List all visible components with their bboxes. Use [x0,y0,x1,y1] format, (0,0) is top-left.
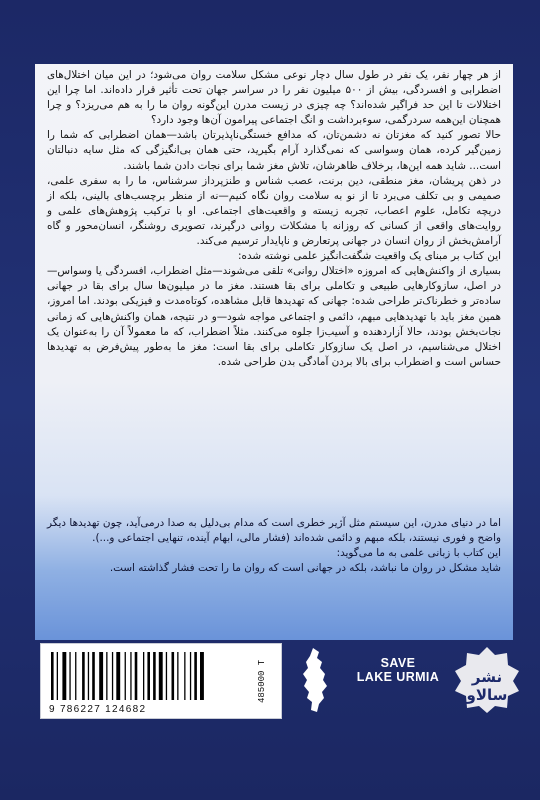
barcode-bar [200,652,204,700]
barcode-bar [159,652,163,700]
barcode-bar [51,652,54,700]
isbn-barcode [40,643,282,719]
blurb-paragraph-3: در ذهن پریشان، مغز منطقی، دین برنت، عصب شناس و طنزپرداز سرشناس، ما را به سفری علمی، صمیمی و بی تکلف می‌برد تا از نو به سلامت روان نگاه کنیم—نه از منظر برچسب‌های بالینی، بلکه از دریچه تکامل، علوم اعصاب، تجربه زیسته و واقعیت‌های اجتماعی. او با ترکیب پژوهش‌های علمی و روایت‌های واقعی از کسانی که روزانه با مشکلات روانی درگیرند، تصویری روشنگر، انسان‌محور و گاه آرامش‌بخش از روان انسان در جهانی پرتعارض و ناپایدار ترسیم می‌کند. [47,174,501,248]
barcode-bar [57,652,58,700]
blurb-text [47,68,501,370]
blurb-paragraph-5: بسیاری از واکنش‌هایی که امروزه «اختلال روانی» تلقی می‌شوند—مثل اضطراب، افسردگی یا وسواس—در اصل، سازوکارهایی طبیعی و تکاملی برای بقا هستند. مغز ما در میلیون‌ها سال برای بقا در جهانی ساده‌تر و خطرناک‌تر طراحی شده: جهانی که تهدیدها قابل مشاهده، کوتاه‌مدت و فیزیکی بودند. اما امروز، همین مغز باید با تهدیدهایی مبهم، دائمی و اجتماعی مواجه شود—و در نتیجه، همان واکنش‌هایی که زمانی نجات‌بخش بودند، حالا آزاردهنده و آسیب‌زا جلوه می‌کنند. مثلاً اضطراب، که ما معمولاً آن را به‌عنوان یک اختلال می‌شناسیم، در اصل یک سازوکار تکاملی برای بقا است: مغز ما به‌طور پیش‌فرض به تهدیدها حساس است و اضطراب برای بالا بردن آمادگی بدن طراحی شده. [47,265,501,368]
blurb-lower-text [47,516,501,576]
barcode-bar [125,652,126,700]
barcode-bar [112,652,113,700]
barcode-bar [172,652,175,700]
slogan-line-1: SAVE [380,656,416,670]
barcode-bar [62,652,66,700]
blurb-lower-paragraph-2: این کتاب با زبانی علمی به ما می‌گوید: [336,547,501,560]
blurb-paragraph-4: این کتاب بر مبنای یک واقعیت شگفت‌انگیز علمی نوشته شده: [238,250,501,263]
barcode-bar [135,652,138,700]
barcode-bar [69,652,70,700]
price-code: 485000 T [257,659,267,703]
blurb-paragraph-2: حالا تصور کنید که مغزتان نه دشمن‌تان، که مدافع خستگی‌ناپذیرتان باشد—همان اضطرابی که شما را زمین‌گیر کرده، همان وسواسی که نمی‌گذارد آرام بگیرید، حتی همان بی‌انگیزگی که مثل سایه دنبالتان است... شاید همه این‌ها، برخلاف ظاهرشان، تلاش مغز شما برای نجات دادن شما باشند. [47,129,501,172]
publisher-logo-text: نشر سالاو [466,668,508,704]
text-panel [35,64,513,640]
barcode-bars [51,652,246,700]
save-lake-urmia-slogan [343,656,453,684]
barcode-bar [143,652,144,700]
barcode-bar [88,652,89,700]
barcode-bar [106,652,107,700]
lake-urmia-map-icon [295,646,337,714]
slogan-line-2: LAKE URMIA [356,670,440,684]
publisher-logo [452,645,522,715]
barcode-bar [75,652,76,700]
barcode-bar [194,652,197,700]
barcode-bar [190,652,191,700]
barcode-bar [153,652,156,700]
barcode-bar [184,652,185,700]
barcode-bar [116,652,120,700]
barcode-bar [99,652,103,700]
barcode-bar [82,652,85,700]
barcode-bar [147,652,150,700]
isbn-number: 9 786227 124682 [49,704,147,715]
blurb-paragraph-1: از هر چهار نفر، یک نفر در طول سال دچار نوعی مشکل سلامت روان می‌شود؛ در این میان اختلال‌های اضطرابی و افسردگی، بیش از ۵۰۰ میلیون نفر را در سراسر جهان تحت تأثیر قرار داده‌اند. اما چرا این اختلالات تا این حد فراگیر شده‌اند؟ چه چیزی در زیست مدرن این‌گونه روان ما را به هم می‌ریزد؟ و چرا همچنان این‌همه سردرگمی، سوءبرداشت و انگ اجتماعی پیرامون آن‌ها وجود دارد؟ [47,69,501,127]
barcode-bar [166,652,167,700]
blurb-lower-paragraph-1: اما در دنیای مدرن، این سیستم مثل آژیر خطری است که مدام بی‌دلیل به صدا درمی‌آید، چون تهدیدها دیگر واضح و فوری نیستند، بلکه مبهم و دائمی شده‌اند (فشار مالی، ابهام آینده، تنهایی اجتماعی و...). [47,517,501,545]
barcode-bar [130,652,131,700]
blurb-lower-paragraph-3: شاید مشکل در روان ما نباشد، بلکه در جهانی است که روان ما را تحت فشار گذاشته است. [109,562,501,575]
barcode-bar [177,652,178,700]
barcode-bar [92,652,95,700]
